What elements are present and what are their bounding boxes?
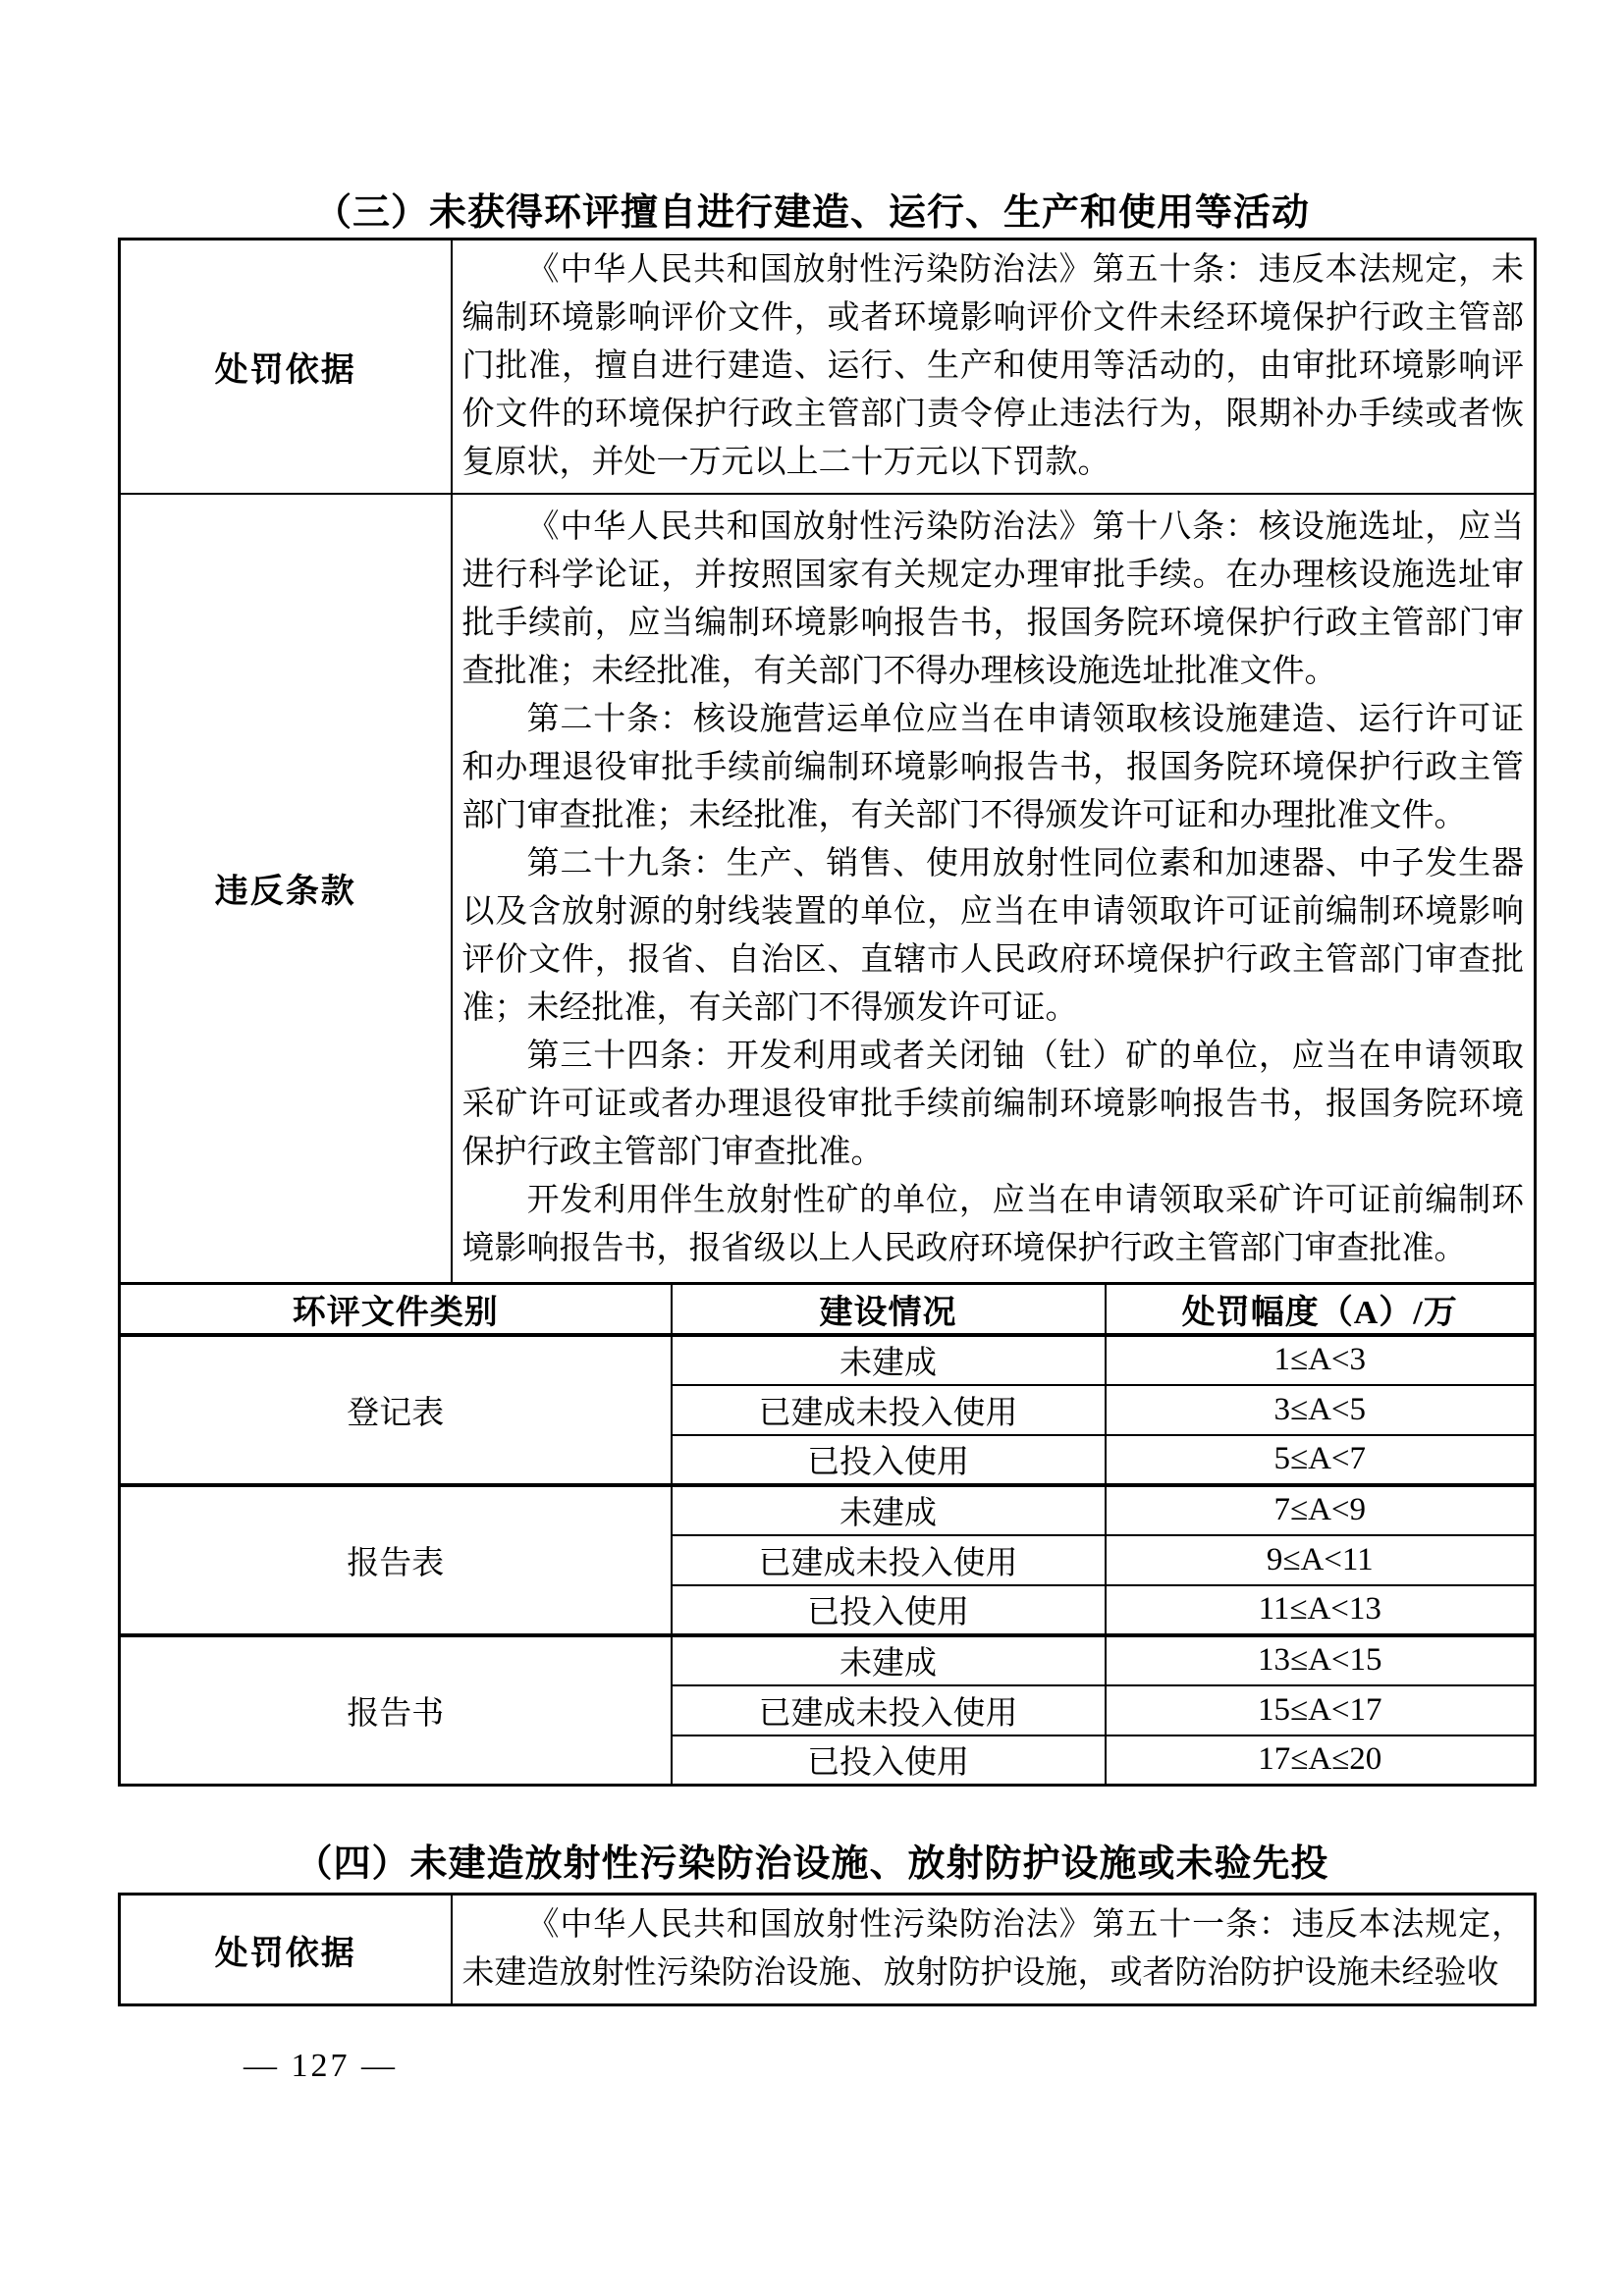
section-3-heading: （三）未获得环评擅自进行建造、运行、生产和使用等活动 xyxy=(313,192,1310,234)
eia-category-cell: 报告书 xyxy=(120,1635,672,1786)
construction-status-cell: 已建成未投入使用 xyxy=(672,1685,1106,1735)
penalty-basis-label: 处罚依据 xyxy=(120,240,452,495)
penalty-table-header-row xyxy=(120,1283,1536,1335)
construction-status-cell: 已建成未投入使用 xyxy=(672,1385,1106,1435)
eia-category-cell: 登记表 xyxy=(120,1335,672,1485)
eia-category-cell: 报告表 xyxy=(120,1485,672,1635)
construction-status-cell: 未建成 xyxy=(672,1335,1106,1385)
section-4-heading: （四）未建造放射性污染防治设施、放射防护设施或未验先投 xyxy=(295,1843,1329,1885)
penalty-range-cell: 17≤A≤20 xyxy=(1106,1735,1536,1786)
construction-status-cell: 未建成 xyxy=(672,1485,1106,1535)
violation-paragraph-4: 第三十四条：开发利用或者关闭铀（钍）矿的单位，应当在申请领取采矿许可证或者办理退役审批手续前编制环境影响报告书，报国务院环境保护行政主管部门审查批准。 xyxy=(461,1038,1524,1170)
penalty-range-cell: 7≤A<9 xyxy=(1106,1485,1536,1535)
construction-status-cell: 已投入使用 xyxy=(672,1435,1106,1485)
header-eia-category: 环评文件类别 xyxy=(120,1283,672,1335)
penalty-basis-paragraph: 《中华人民共和国放射性污染防治法》第五十条：违反本法规定，未编制环境影响评价文件，或者环境影响评价文件未经环境保护行政主管部门批准，擅自进行建造、运行、生产和使用等活动的，由审批环境影响评价文件的环境保护行政主管部门责令停止违法行为，限期补办手续或者恢复原状，并处一万元以上二十万元以下罚款。 xyxy=(461,252,1524,480)
section-3-law-table xyxy=(118,238,1537,1285)
penalty-basis-content xyxy=(452,240,1536,495)
page-number: — 127 — xyxy=(244,2048,398,2084)
table-row xyxy=(120,1335,1536,1385)
violation-clause-label: 违反条款 xyxy=(120,494,452,1283)
penalty-basis-row xyxy=(120,240,1536,495)
penalty-basis-label: 处罚依据 xyxy=(120,1895,452,2005)
penalty-basis-paragraph: 《中华人民共和国放射性污染防治法》第五十一条：违反本法规定，未建造放射性污染防治设施、放射防护设施，或者防治防护设施未经验收 xyxy=(461,1907,1524,1991)
penalty-range-cell: 1≤A<3 xyxy=(1106,1335,1536,1385)
penalty-range-cell: 11≤A<13 xyxy=(1106,1585,1536,1635)
construction-status-cell: 已建成未投入使用 xyxy=(672,1535,1106,1585)
header-construction-status: 建设情况 xyxy=(672,1283,1106,1335)
penalty-range-cell: 3≤A<5 xyxy=(1106,1385,1536,1435)
penalty-basis-content xyxy=(452,1895,1536,2005)
penalty-basis-row xyxy=(120,1895,1536,2005)
section-4-law-table xyxy=(118,1893,1537,2006)
construction-status-cell: 已投入使用 xyxy=(672,1735,1106,1786)
table-row xyxy=(120,1635,1536,1685)
header-penalty-range: 处罚幅度（A）/万 xyxy=(1106,1283,1536,1335)
penalty-range-cell: 15≤A<17 xyxy=(1106,1685,1536,1735)
violation-clause-content xyxy=(452,494,1536,1283)
violation-paragraph-3: 第二十九条：生产、销售、使用放射性同位素和加速器、中子发生器以及含放射源的射线装置的单位，应当在申请领取许可证前编制环境影响评价文件，报省、自治区、直辖市人民政府环境保护行政主管部门审查批准；未经批准，有关部门不得颁发许可证。 xyxy=(461,845,1524,1026)
violation-paragraph-2: 第二十条：核设施营运单位应当在申请领取核设施建造、运行许可证和办理退役审批手续前编制环境影响报告书，报国务院环境保护行政主管部门审查批准；未经批准，有关部门不得颁发许可证和办理批准文件。 xyxy=(461,701,1524,833)
violation-clause-row xyxy=(120,494,1536,1283)
penalty-range-table xyxy=(118,1282,1537,1788)
penalty-range-cell: 13≤A<15 xyxy=(1106,1635,1536,1685)
violation-paragraph-1: 《中华人民共和国放射性污染防治法》第十八条：核设施选址，应当进行科学论证，并按照国家有关规定办理审批手续。在办理核设施选址审批手续前，应当编制环境影响报告书，报国务院环境保护行政主管部门审查批准；未经批准，有关部门不得办理核设施选址批准文件。 xyxy=(461,508,1524,689)
penalty-range-cell: 5≤A<7 xyxy=(1106,1435,1536,1485)
penalty-range-cell: 9≤A<11 xyxy=(1106,1535,1536,1585)
table-row xyxy=(120,1485,1536,1535)
violation-paragraph-5: 开发利用伴生放射性矿的单位，应当在申请领取采矿许可证前编制环境影响报告书，报省级以上人民政府环境保护行政主管部门审查批准。 xyxy=(461,1182,1524,1266)
construction-status-cell: 未建成 xyxy=(672,1635,1106,1685)
construction-status-cell: 已投入使用 xyxy=(672,1585,1106,1635)
